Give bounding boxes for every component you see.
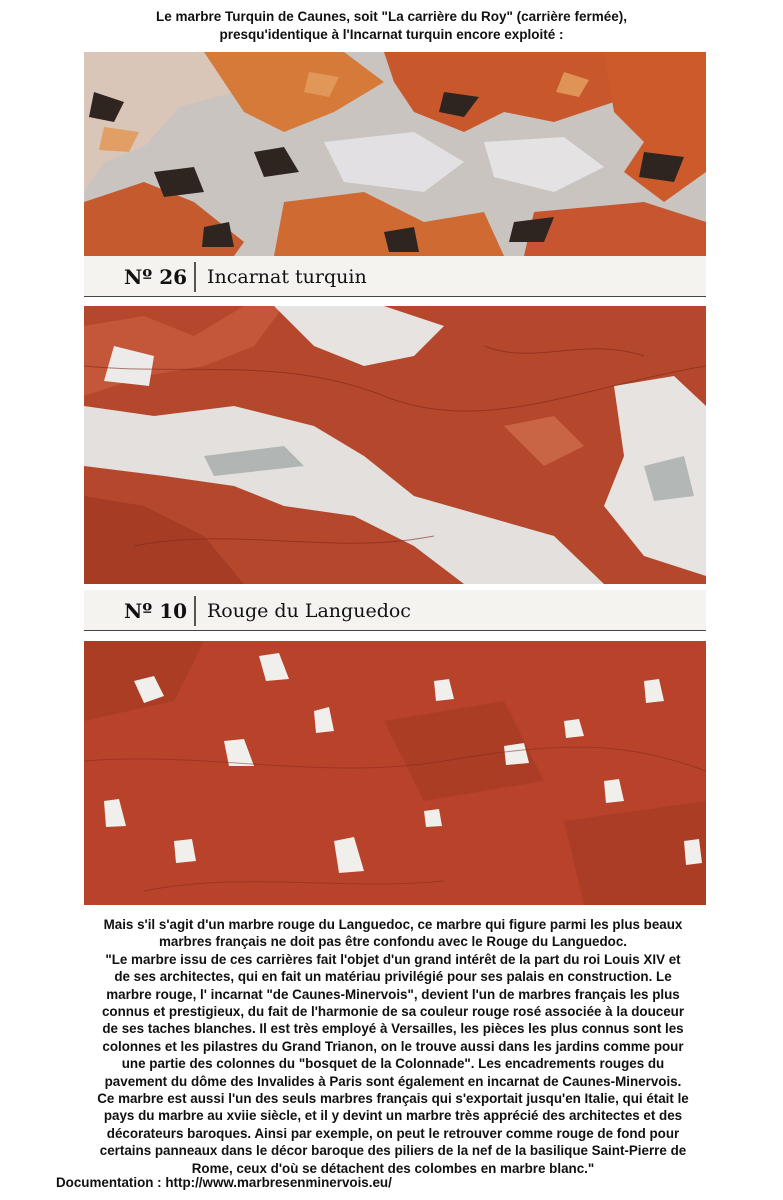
sample-name: Rouge du Languedoc	[207, 600, 411, 622]
header-line: Le marbre Turquin de Caunes, soit "La carrière du Roy" (carrière fermée),	[156, 9, 627, 24]
text-line: marbres français ne doit pas être confondu avec le Rouge du Languedoc.	[158, 934, 628, 950]
documentation-link[interactable]: Documentation : http://www.marbresenminervois.eu/	[56, 1175, 392, 1190]
marble-image-rouge-du-languedoc	[84, 641, 706, 905]
page-header	[0, 8, 783, 44]
caption-divider	[194, 262, 196, 292]
text-line: Ce marbre est aussi l'un des seuls marbres français qui s'exportait jusqu'en Italie, qui était le	[97, 1091, 689, 1107]
marble-image-turquin-de-caunes	[84, 52, 706, 256]
text-line: pays du marbre au xviie siècle, et il y devint un marbre très apprécié des architectes et des	[103, 1108, 683, 1124]
text-line: décorateurs baroques. Ainsi par exemple, on peut le retrouver comme rouge de fond pour	[106, 1125, 680, 1141]
text-line: pavement du dôme des Invalides à Paris sont également en incarnat de Caunes-Minervois.	[104, 1073, 682, 1089]
text-line: Mais s'il s'agit d'un marbre rouge du Languedoc, ce marbre qui figure parmi les plus beaux	[103, 917, 683, 932]
text-line: connus et prestigieux, du fait de l'harmonie de sa couleur rouge rosé associée à la douceur	[101, 1004, 685, 1020]
text-line: de ses taches blanches. Il est très employé à Versailles, les pièces les plus connus sont les	[102, 1021, 684, 1037]
sample-name: Incarnat turquin	[207, 266, 367, 288]
sample-number: Nº 10	[124, 599, 188, 623]
header-line: presqu'identique à l'Incarnat turquin encore exploité :	[219, 27, 564, 42]
text-line: Rome, ceux d'où se détachent des colombes en marbre blanc."	[191, 1160, 595, 1176]
text-line: marbre rouge, l' incarnat "de Caunes-Minervois", devient l'un de marbres français les plus	[106, 986, 680, 1002]
text-line: une partie des colonnes du "bosquet de la Colonnade". Les encadrements rouges du	[121, 1056, 665, 1072]
marble-image-incarnat-turquin	[84, 306, 706, 584]
sample-caption-10	[84, 590, 706, 631]
text-line: certains panneaux dans le décor baroque des piliers de la nef de la basilique Saint-Pierre de	[99, 1143, 687, 1159]
sample-caption-26	[84, 256, 706, 297]
description-text	[48, 916, 738, 1177]
caption-divider	[194, 596, 196, 626]
text-line: colonnes et les pilastres du Grand Trianon, on le trouve aussi dans les jardins comme pour	[102, 1038, 684, 1054]
sample-number: Nº 26	[124, 265, 188, 289]
text-line: de ses architectes, qui en fait un matériau privilégié pour ses palais en construction. Le	[114, 969, 672, 985]
text-line: "Le marbre issu de ces carrières fait l'objet d'un grand intérêt de la part du roi Louis XIV et	[105, 951, 681, 967]
